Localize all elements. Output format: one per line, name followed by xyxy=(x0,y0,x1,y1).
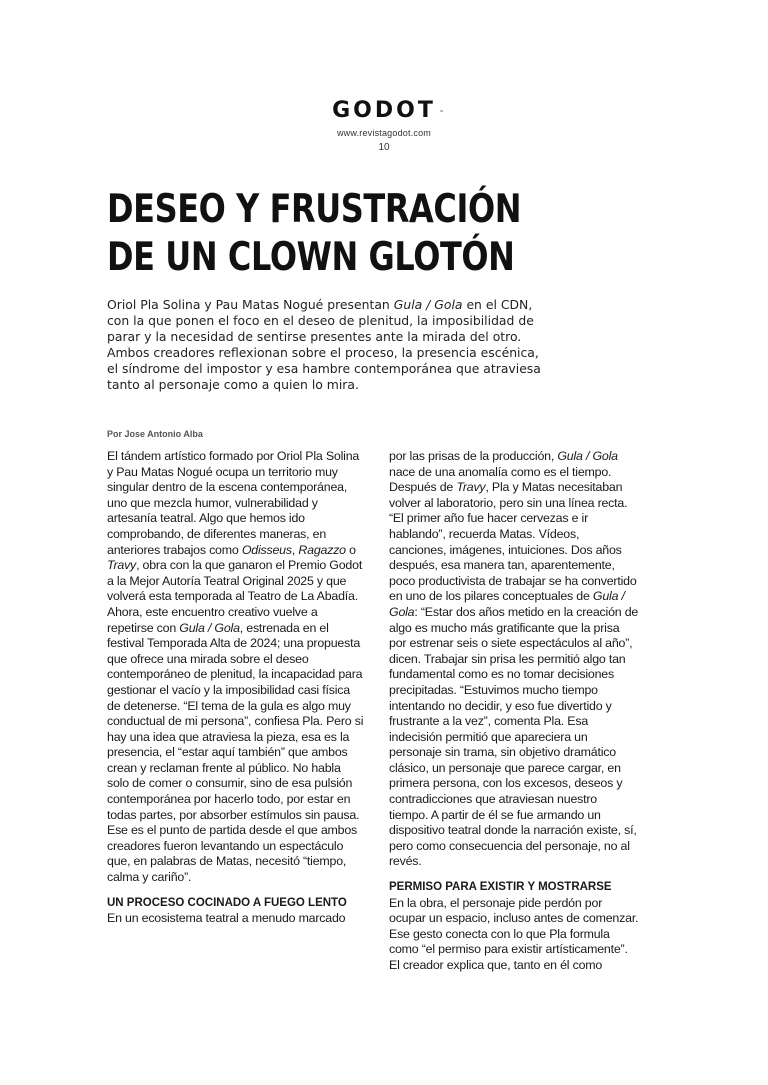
title-line-1: DESEO Y FRUSTRACIÓN xyxy=(107,187,522,232)
body-paragraph: En un ecosistema teatral a menudo marcado xyxy=(107,911,346,926)
magazine-logo xyxy=(332,98,444,123)
text-run: por las prisas de la producción, xyxy=(389,449,558,463)
text-run: nace de una anomalía como es el tiempo. Después de xyxy=(389,464,612,495)
text-run: , Pla y Matas necesitaban volver al laboratorio, pero sin una línea recta. “El primer año fue hacer cervezas e ir hablando”, recuerda Matas. Vídeos, canciones, imágenes, intuiciones. Dos años después, esa manera tan, aparentemente, poco productivista de trabajar se ha convertido en uno de los pilares conceptuales de xyxy=(389,480,637,604)
text-run: : “Estar dos años metido en la creación de algo es mucho más gratificante que la prisa por estrenar seis o siete espectáculos al año”, dicen. Trabajar sin prisa les permitió algo tan fundamental como es no tomar decisiones precipitadas. “Estuvimos mucho tiempo intentando no decidir, y eso fue divertido y frustrante a la vez”, comenta Pla. Esa indecisión permitió que apareciera un personaje sin trama, sin objetivo dramático clásico, un personaje que parece cargar, en primera persona, con los excesos, deseos y contradicciones que atraviesan nuestro tiempo. A partir de él se fue armando un dispositivo teatral donde la narración existe, sí, pero como consecuencia del personaje, no al revés. xyxy=(389,604,639,869)
article-title xyxy=(107,186,566,282)
intro-text-a: Oriol Pla Solina y Pau Matas Nogué presentan xyxy=(107,297,394,312)
work-title: Ragazzo xyxy=(298,542,346,557)
logo-text: GODOT xyxy=(332,98,436,123)
column-left xyxy=(107,449,365,927)
work-title: Odisseus xyxy=(241,542,292,557)
column-right xyxy=(389,449,639,974)
article-intro xyxy=(107,297,547,393)
intro-text-b: en el CDN, con la que ponen el foco en el deseo de plenitud, la imposibilidad de parar y la necesidad de sentirse presentes ante la mirada del otro. Ambos creadores reflexionan sobre el proceso, la presencia escénica, el síndrome del impostor y esa hambre contemporánea que atraviesa tanto al personaje como a quien lo mira. xyxy=(107,297,541,392)
section-heading: PERMISO PARA EXISTIR Y MOSTRARSE xyxy=(389,881,612,894)
title-line-2: DE UN CLOWN GLOTÓN xyxy=(107,235,515,280)
intro-work-title: Gula / Gola xyxy=(393,297,463,312)
work-title: Travy xyxy=(107,558,137,573)
text-run: , obra con la que ganaron el Premio Godot a la Mejor Autoría Teatral Original 2025 y que volverá esta temporada al Teatro de La Abadía. xyxy=(107,558,363,604)
work-title: Gula / Gola xyxy=(179,620,240,635)
body-paragraph xyxy=(389,449,639,870)
body-paragraph xyxy=(107,449,365,605)
work-title: Gula / Gola xyxy=(389,589,625,619)
section-heading: UN PROCESO COCINADO A FUEGO LENTO xyxy=(107,896,347,909)
work-title: Gula / Gola xyxy=(557,449,618,463)
byline: Por Jose Antonio Alba xyxy=(107,429,203,439)
work-title: Travy xyxy=(456,480,486,495)
body-paragraph xyxy=(107,605,365,886)
page-number: 10 xyxy=(378,142,390,153)
website-url[interactable]: www.revistagodot.com xyxy=(336,128,432,138)
logo-trademark: ™ xyxy=(438,110,444,116)
text-run: o xyxy=(345,542,356,557)
masthead xyxy=(0,100,768,153)
intro-paragraph xyxy=(107,297,547,393)
text-run: Ahora, este encuentro creativo vuelve a repetirse con xyxy=(107,604,318,635)
text-run: , estrenada en el festival Temporada Alta de 2024; una propuesta que ofrece una mirada sobre el deseo contemporáneo de plenitud, la incapacidad para gestionar el vacío y la imposibilidad casi física de detenerse. “El tema de la gula es algo muy conductual de mi persona”, confiesa Pla. Pero si hay una idea que atraviesa la pieza, esa es la presencia, el “estar aquí también” que ambos crean y reclaman frente al público. No habla solo de comer o consumir, sino de esa pulsión contemporánea por hacerlo todo, por estar en todas partes, por absorber estímulos sin pausa. Ese es el punto de partida desde el que ambos creadores fueron levantando un espectáculo que, en palabras de Matas, necesitó “tiempo, calma y cariño”. xyxy=(107,620,364,885)
text-run: El tándem artístico formado por Oriol Pla Solina y Pau Matas Nogué ocupa un territorio muy singular dentro de la escena contemporánea, uno que mezcla humor, vulnerabilidad y artesanía teatral. Algo que hemos ido comprobando, de diferentes maneras, en anteriores trabajos como xyxy=(107,449,360,557)
body-paragraph: En la obra, el personaje pide perdón por ocupar un espacio, incluso antes de comenzar. Ese gesto conecta con lo que Pla formula como “el permiso para existir artísticamente”. El creador explica que, tanto en él como xyxy=(389,895,639,972)
text-run: , xyxy=(291,542,299,557)
